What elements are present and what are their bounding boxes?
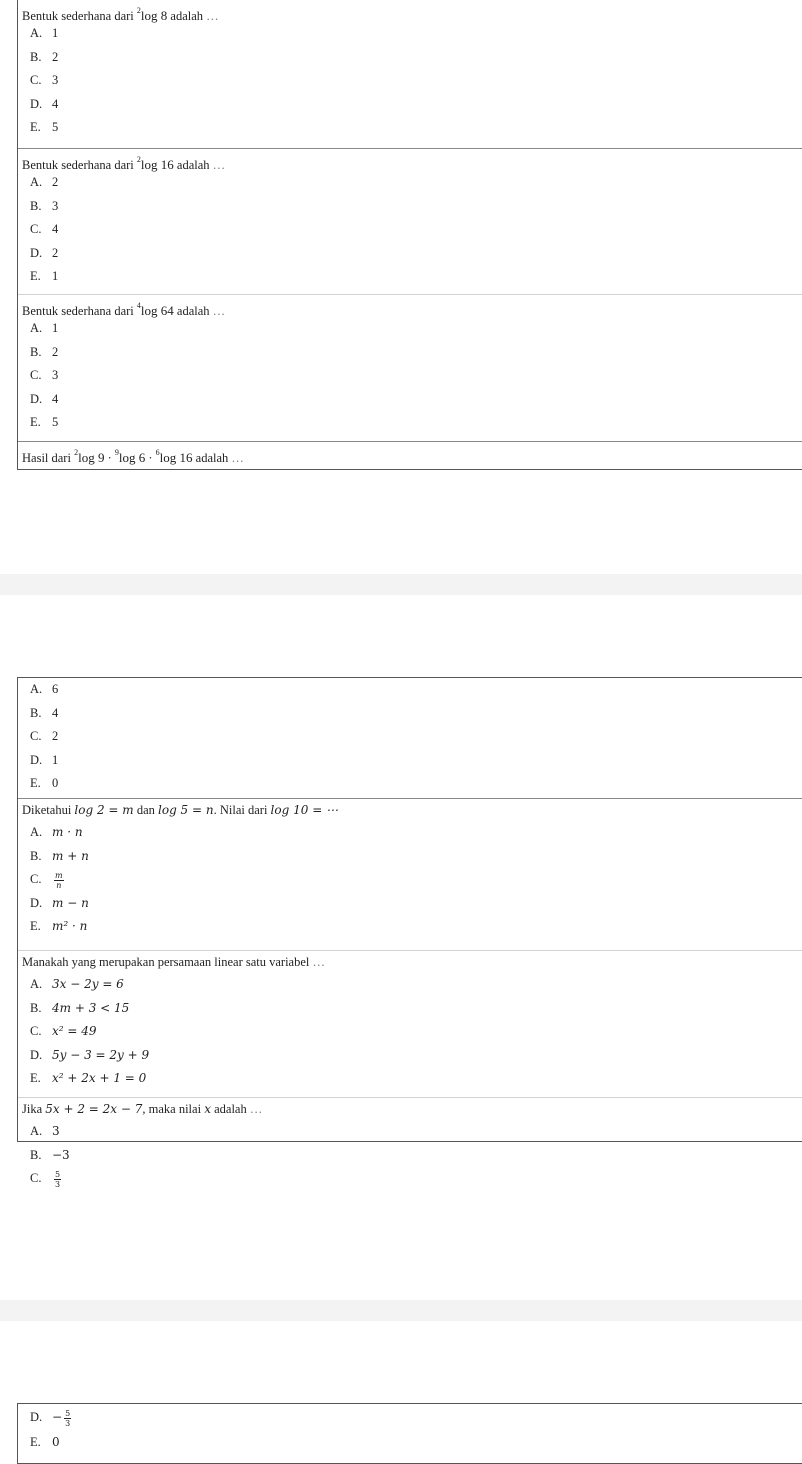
option-letter: E.: [30, 120, 41, 134]
option-value: 4: [52, 391, 59, 406]
option-c[interactable]: [18, 868, 802, 892]
option-letter: B.: [30, 49, 42, 64]
question-7: [18, 1097, 802, 1189]
question-text: [18, 442, 802, 464]
option-letter: D.: [30, 752, 43, 767]
option-letter: B.: [30, 1147, 42, 1162]
log-expression: [137, 157, 174, 172]
question-suffix: adalah: [176, 304, 210, 318]
option-e[interactable]: [18, 772, 802, 796]
log-argument: log 64: [140, 303, 174, 318]
log-expression-2: [115, 450, 145, 465]
option-value: m² · n: [52, 919, 88, 933]
option-a[interactable]: [18, 678, 802, 702]
option-letter: B.: [30, 198, 42, 213]
fraction-numerator: 5: [55, 1169, 61, 1179]
option-value: 2: [52, 245, 59, 260]
option-letter: C.: [30, 73, 42, 87]
option-c[interactable]: [18, 1020, 802, 1044]
ellipsis: …: [206, 9, 219, 23]
fraction: [54, 871, 64, 890]
question-3: [18, 294, 802, 441]
fraction: [54, 1170, 61, 1189]
option-d[interactable]: [18, 892, 802, 916]
option-value: 6: [52, 682, 59, 696]
log-base: 4: [136, 301, 141, 310]
option-value: −3: [52, 1147, 70, 1162]
option-a[interactable]: [18, 973, 802, 997]
option-c[interactable]: [18, 725, 802, 749]
log-base: 2: [74, 448, 79, 457]
option-e[interactable]: [18, 1431, 802, 1455]
option-letter: C.: [30, 729, 42, 743]
option-letter: A.: [30, 26, 43, 40]
question-text-part: adalah: [214, 1102, 247, 1116]
option-b[interactable]: [18, 702, 802, 726]
option-value: 2: [52, 175, 59, 189]
option-b[interactable]: [18, 997, 802, 1021]
option-a[interactable]: [18, 317, 802, 341]
log-argument: log 9: [78, 450, 105, 465]
option-d[interactable]: [18, 242, 802, 266]
question-suffix: adalah: [170, 9, 204, 23]
option-letter: C.: [30, 1024, 42, 1038]
option-d[interactable]: [18, 1404, 802, 1431]
option-d[interactable]: [18, 93, 802, 117]
question-text-part: Manakah yang merupakan persamaan linear satu variabel: [22, 955, 310, 969]
option-letter: C.: [30, 1171, 42, 1185]
question-text-part: . Nilai dari: [213, 803, 268, 817]
option-letter: A.: [30, 1124, 43, 1138]
option-value: 4: [52, 705, 59, 720]
question-1: [18, 0, 802, 148]
option-letter: C.: [30, 368, 42, 382]
question-text-part: , maka nilai: [142, 1102, 202, 1116]
option-b[interactable]: [18, 195, 802, 219]
option-value: 5: [52, 415, 59, 429]
option-value: 5: [52, 120, 59, 134]
option-letter: C.: [30, 222, 42, 236]
option-c[interactable]: [18, 69, 802, 93]
log-base: 9: [114, 448, 119, 457]
option-value: 3: [52, 1124, 60, 1138]
option-letter: E.: [30, 776, 41, 790]
question-text: [18, 951, 802, 973]
option-value: m + n: [52, 848, 89, 863]
log-argument: log 16: [140, 157, 174, 172]
option-value: 1: [52, 321, 59, 335]
log-base: 6: [155, 448, 160, 457]
question-2: [18, 148, 802, 294]
math-expression: 5x + 2 = 2x − 7: [45, 1102, 143, 1116]
page-2: [17, 677, 802, 1189]
log-expression-1: [74, 450, 104, 465]
option-e[interactable]: [18, 116, 802, 140]
log-base: 2: [136, 155, 141, 164]
option-value: 1: [52, 752, 59, 767]
ellipsis: …: [312, 955, 325, 969]
question-prefix: Bentuk sederhana dari: [22, 158, 134, 172]
question-prefix: Hasil dari: [22, 451, 71, 465]
question-6: [18, 950, 802, 1097]
option-e[interactable]: [18, 915, 802, 939]
option-value: 3: [52, 368, 59, 382]
question-text: [18, 1098, 802, 1120]
option-b[interactable]: [18, 845, 802, 869]
option-value: 1: [52, 26, 59, 40]
option-value: 4: [52, 96, 59, 111]
option-letter: A.: [30, 825, 43, 839]
question-prefix: Bentuk sederhana dari: [22, 9, 134, 23]
question-text: [18, 799, 802, 821]
ellipsis: …: [249, 1102, 263, 1116]
option-value: m − n: [52, 895, 89, 910]
option-letter: E.: [30, 1071, 41, 1085]
option-value: x² + 2x + 1 = 0: [52, 1071, 147, 1085]
option-value: 3: [52, 198, 59, 213]
question-text: [18, 0, 802, 22]
fraction-denominator: 3: [65, 1418, 71, 1428]
question-prefix: Bentuk sederhana dari: [22, 304, 134, 318]
question-text: [18, 295, 802, 317]
option-letter: D.: [30, 1410, 43, 1424]
option-letter: A.: [30, 977, 43, 991]
option-value: 2: [52, 49, 59, 64]
option-value: 3: [52, 73, 59, 87]
ellipsis: …: [231, 451, 244, 465]
option-letter: D.: [30, 895, 43, 910]
option-a[interactable]: [18, 821, 802, 845]
question-suffix: adalah: [176, 158, 210, 172]
ellipsis: …: [212, 158, 226, 172]
option-letter: E.: [30, 1435, 41, 1449]
option-c[interactable]: [18, 1167, 802, 1191]
option-d[interactable]: [18, 388, 802, 412]
option-letter: B.: [30, 344, 42, 359]
option-e[interactable]: [18, 1067, 802, 1091]
option-letter: E.: [30, 415, 41, 429]
option-value: 0: [52, 776, 59, 790]
question-text: [18, 149, 802, 171]
page-separator: [0, 1300, 802, 1321]
option-b[interactable]: [18, 1144, 802, 1168]
option-letter: B.: [30, 1000, 42, 1015]
option-value: 3x − 2y = 6: [52, 977, 124, 991]
question-text-part: Diketahui: [22, 803, 72, 817]
log-expression-3: [156, 450, 193, 465]
option-c[interactable]: [18, 218, 802, 242]
option-value: 2: [52, 344, 59, 359]
option-value: x² = 49: [52, 1024, 97, 1038]
option-letter: A.: [30, 175, 43, 189]
page-separator: [0, 574, 802, 595]
dot-operator: ·: [148, 451, 153, 465]
fraction-numerator: 5: [65, 1408, 71, 1418]
option-letter: E.: [30, 919, 41, 933]
log-expression: [137, 8, 167, 23]
log-base: 2: [136, 6, 141, 15]
option-value: 4: [52, 222, 59, 236]
option-value: 5y − 3 = 2y + 9: [52, 1047, 150, 1062]
question-7-options-cont: [18, 1404, 802, 1455]
math-expression: log 2 = m: [74, 803, 134, 817]
option-d[interactable]: [18, 749, 802, 773]
option-value: 4m + 3 < 15: [52, 1000, 130, 1015]
option-value: 0: [52, 1435, 60, 1449]
fraction: [64, 1409, 71, 1428]
option-letter: C.: [30, 872, 42, 886]
question-4-options: [18, 678, 802, 798]
option-d[interactable]: [18, 1044, 802, 1068]
option-letter: E.: [30, 269, 41, 283]
question-text-part: Jika: [22, 1102, 43, 1116]
option-letter: D.: [30, 391, 43, 406]
question-suffix: adalah: [195, 451, 229, 465]
option-a[interactable]: [18, 22, 802, 46]
math-expression: log 5 = n: [158, 803, 214, 817]
ellipsis: …: [212, 304, 226, 318]
page-3: [17, 1403, 802, 1464]
log-expression: [137, 303, 174, 318]
log-argument: log 8: [140, 8, 168, 23]
log-argument: log 16: [159, 450, 193, 465]
option-letter: B.: [30, 848, 42, 863]
option-b[interactable]: [18, 341, 802, 365]
fraction-denominator: n: [56, 880, 62, 890]
fraction-numerator: m: [55, 870, 63, 880]
option-value: 1: [52, 269, 59, 283]
minus-sign: −: [52, 1410, 63, 1424]
option-a[interactable]: [18, 1120, 802, 1144]
math-variable: x: [204, 1102, 211, 1116]
option-b[interactable]: [18, 46, 802, 70]
dot-operator: ·: [107, 451, 112, 465]
option-e[interactable]: [18, 265, 802, 289]
option-letter: D.: [30, 96, 43, 111]
option-c[interactable]: [18, 364, 802, 388]
question-5: [18, 798, 802, 950]
page-1: [17, 0, 802, 470]
option-e[interactable]: [18, 411, 802, 435]
option-a[interactable]: [18, 171, 802, 195]
option-letter: A.: [30, 682, 43, 696]
option-value: 2: [52, 729, 59, 743]
option-letter: A.: [30, 321, 43, 335]
fraction-denominator: 3: [55, 1179, 61, 1189]
option-letter: D.: [30, 1047, 43, 1062]
question-4: [18, 441, 802, 468]
log-argument: log 6: [118, 450, 146, 465]
option-letter: D.: [30, 245, 43, 260]
option-letter: B.: [30, 705, 42, 720]
math-expression: log 10 = ⋯: [270, 803, 339, 817]
option-value: m · n: [52, 825, 83, 839]
question-text-part: dan: [136, 803, 155, 817]
